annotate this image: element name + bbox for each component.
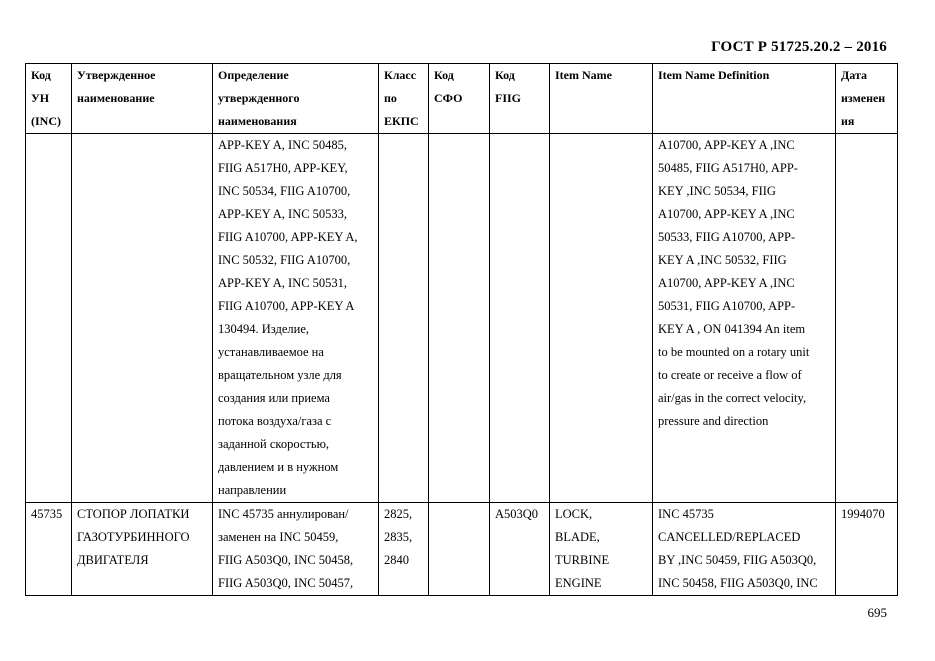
cell-sfo-code — [429, 134, 490, 503]
cell-definition: INC 45735 аннулирован/ заменен на INC 50459, FIIG A503Q0, INC 50458, FIIG A503Q0, INC 50457, — [213, 503, 379, 596]
page-number: 695 — [867, 605, 887, 620]
document-header: ГОСТ Р 51725.20.2 – 2016 — [711, 39, 887, 55]
cell-change-date — [836, 134, 898, 503]
column-header-sfo-code: Код СФО — [429, 64, 490, 134]
column-header-ekps-class: Класс по ЕКПС — [379, 64, 429, 134]
table-row — [26, 134, 898, 503]
nomenclature-table — [25, 63, 898, 596]
cell-ekps-class — [379, 134, 429, 503]
cell-item-name-definition: A10700, APP-KEY A ,INC 50485, FIIG A517H0, APP- KEY ,INC 50534, FIIG A10700, APP-KEY A ,INC 50533, FIIG A10700, APP- KEY A ,INC 50532, FIIG A10700, APP-KEY A ,INC 50531, FIIG A10700, APP- KEY A , ON 041394 An item to be mounted on a rotary unit to create or receive a flow of air/gas in the correct velocity, pressure and direction — [653, 134, 836, 503]
table-header-row — [26, 64, 898, 134]
cell-item-name: LOCK, BLADE, TURBINE ENGINE — [550, 503, 653, 596]
cell-sfo-code — [429, 503, 490, 596]
column-header-fiig-code: Код FIIG — [490, 64, 550, 134]
cell-change-date: 1994070 — [836, 503, 898, 596]
column-header-approved-name: Утвержденное наименование — [72, 64, 213, 134]
column-header-change-date: Дата изменен ия — [836, 64, 898, 134]
cell-ekps-class: 2825, 2835, 2840 — [379, 503, 429, 596]
table-row — [26, 503, 898, 596]
cell-item-name-definition: INC 45735 CANCELLED/REPLACED BY ,INC 50459, FIIG A503Q0, INC 50458, FIIG A503Q0, INC — [653, 503, 836, 596]
cell-fiig-code: A503Q0 — [490, 503, 550, 596]
column-header-item-name: Item Name — [550, 64, 653, 134]
column-header-inc: Код УН (INC) — [26, 64, 72, 134]
cell-inc: 45735 — [26, 503, 72, 596]
cell-approved-name: СТОПОР ЛОПАТКИ ГАЗОТУРБИННОГО ДВИГАТЕЛЯ — [72, 503, 213, 596]
column-header-item-name-definition: Item Name Definition — [653, 64, 836, 134]
cell-definition: APP-KEY A, INC 50485, FIIG A517H0, APP-KEY, INC 50534, FIIG A10700, APP-KEY A, INC 50533, FIIG A10700, APP-KEY A, INC 50532, FIIG A10700, APP-KEY A, INC 50531, FIIG A10700, APP-KEY A 130494. Изделие, устанавливаемое на вращательном узле для создания или приема потока воздуха/газа с заданной скоростью, давлением и в нужном направлении — [213, 134, 379, 503]
cell-fiig-code — [490, 134, 550, 503]
cell-item-name — [550, 134, 653, 503]
cell-approved-name — [72, 134, 213, 503]
cell-inc — [26, 134, 72, 503]
column-header-definition: Определение утвержденного наименования — [213, 64, 379, 134]
